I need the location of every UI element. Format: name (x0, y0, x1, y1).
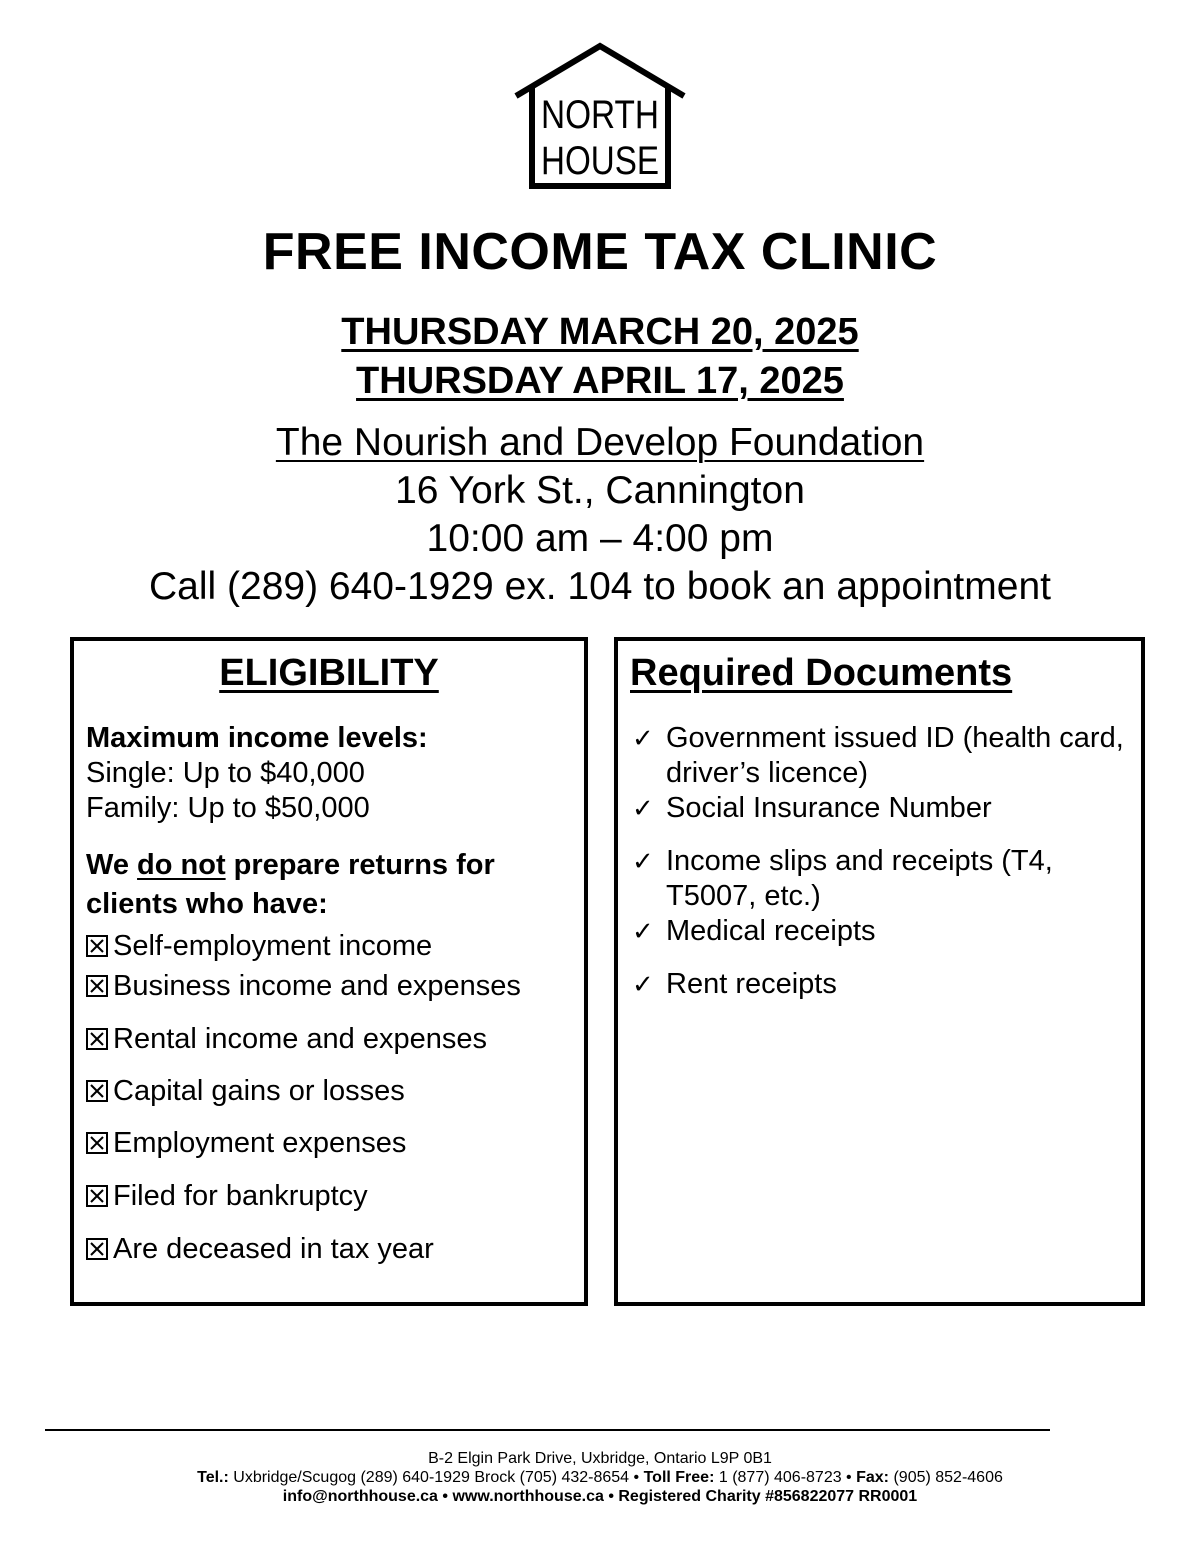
document-text: Income slips and receipts (T4, T5007, etc.) (666, 845, 1053, 912)
exclusion-text: Capital gains or losses (113, 1074, 405, 1107)
document-text: Rent receipts (666, 968, 837, 1000)
list-item (86, 1123, 576, 1163)
eligibility-heading (74, 651, 584, 695)
documents-heading (618, 651, 1141, 695)
checked-box-icon (86, 1028, 108, 1050)
list-item (632, 914, 1133, 949)
date-1-text: THURSDAY MARCH 20, 2025 (341, 311, 859, 353)
checkmark-icon: ✓ (632, 723, 654, 753)
income-levels-heading: Maximum income levels: (86, 722, 428, 754)
house-logo-icon (512, 40, 688, 190)
checkmark-icon: ✓ (632, 793, 654, 823)
page-title: FREE INCOME TAX CLINIC (262, 223, 938, 281)
exclusion-text: Are deceased in tax year (113, 1232, 434, 1265)
clinic-dates (0, 308, 1200, 406)
documents-heading-text: Required Documents (630, 652, 1013, 694)
family-income-limit: Family: Up to $50,000 (86, 792, 370, 824)
fax-value: (905) 852-4606 (889, 1469, 1003, 1486)
exclusion-text: Self-employment income (113, 929, 433, 962)
footer-address: B-2 Elgin Park Drive, Uxbridge, Ontario L9P 0B1 (428, 1450, 772, 1467)
venue-name-text: The Nourish and Develop Foundation (275, 421, 925, 464)
exclusion-list (86, 926, 576, 1269)
documents-content (632, 721, 1133, 1002)
note-line-2: clients who have: (86, 888, 328, 920)
checked-box-icon (86, 1132, 108, 1154)
venue-address: 16 York St., Cannington (395, 469, 805, 512)
footer-contact-line (0, 1468, 1200, 1487)
list-item (86, 1176, 576, 1216)
exclusion-note (86, 846, 576, 924)
list-item (86, 1071, 576, 1111)
checked-box-icon (86, 1080, 108, 1102)
date-1 (0, 308, 1200, 357)
date-2-text: THURSDAY APRIL 17, 2025 (356, 360, 844, 402)
exclusion-text: Business income and expenses (113, 969, 521, 1002)
footer-web-text: info@northhouse.ca • www.northhouse.ca • Registered Charity #856822077 RR0001 (282, 1488, 918, 1505)
document-text: Government issued ID (health card, driver’s licence) (666, 722, 1124, 789)
list-item (86, 966, 576, 1006)
checked-box-icon (86, 975, 108, 997)
note-underlined: do not (137, 849, 226, 881)
north-house-logo (512, 40, 688, 190)
list-item (632, 791, 1133, 826)
list-item (86, 1019, 576, 1059)
exclusion-text: Filed for bankruptcy (113, 1179, 368, 1212)
checked-box-icon (86, 1238, 108, 1260)
checkmark-icon: ✓ (632, 916, 654, 946)
checkmark-icon: ✓ (632, 846, 654, 876)
venue-name (0, 419, 1200, 467)
checkmark-icon: ✓ (632, 969, 654, 999)
list-item (86, 926, 576, 966)
list-item (632, 721, 1133, 791)
exclusion-text: Employment expenses (113, 1126, 407, 1159)
tollfree-label: Toll Free: (643, 1469, 715, 1486)
tel-label: Tel.: (197, 1469, 229, 1486)
logo-line-1: NORTH (541, 93, 659, 137)
document-text: Medical receipts (666, 915, 876, 947)
footer-web-line (0, 1487, 1200, 1506)
exclusion-text: Rental income and expenses (113, 1022, 488, 1055)
logo-line-2: HOUSE (541, 139, 659, 183)
footer-divider (45, 1429, 1050, 1431)
date-2 (0, 357, 1200, 406)
note-post: prepare returns for (225, 849, 495, 881)
eligibility-content (86, 721, 576, 1269)
eligibility-box (70, 637, 588, 1306)
booking-call: Call (289) 640-1929 ex. 104 to book an appointment (149, 565, 1051, 608)
checked-box-icon (86, 1185, 108, 1207)
list-item (632, 844, 1133, 914)
documents-list (632, 721, 1133, 1002)
fax-label: Fax: (856, 1469, 890, 1486)
list-item (632, 967, 1133, 1002)
footer (0, 1449, 1200, 1506)
required-documents-box (614, 637, 1145, 1306)
tollfree-value: 1 (877) 406-8723 • (714, 1469, 857, 1486)
document-text: Social Insurance Number (666, 792, 992, 824)
list-item (86, 1229, 576, 1269)
note-pre: We (86, 849, 138, 881)
checked-box-icon (86, 935, 108, 957)
clinic-hours: 10:00 am – 4:00 pm (426, 517, 774, 560)
single-income-limit: Single: Up to $40,000 (86, 757, 365, 789)
eligibility-heading-text: ELIGIBILITY (219, 652, 439, 694)
tel-value: Uxbridge/Scugog (289) 640-1929 Brock (705) 432-8654 • (228, 1469, 644, 1486)
venue-info (0, 419, 1200, 611)
